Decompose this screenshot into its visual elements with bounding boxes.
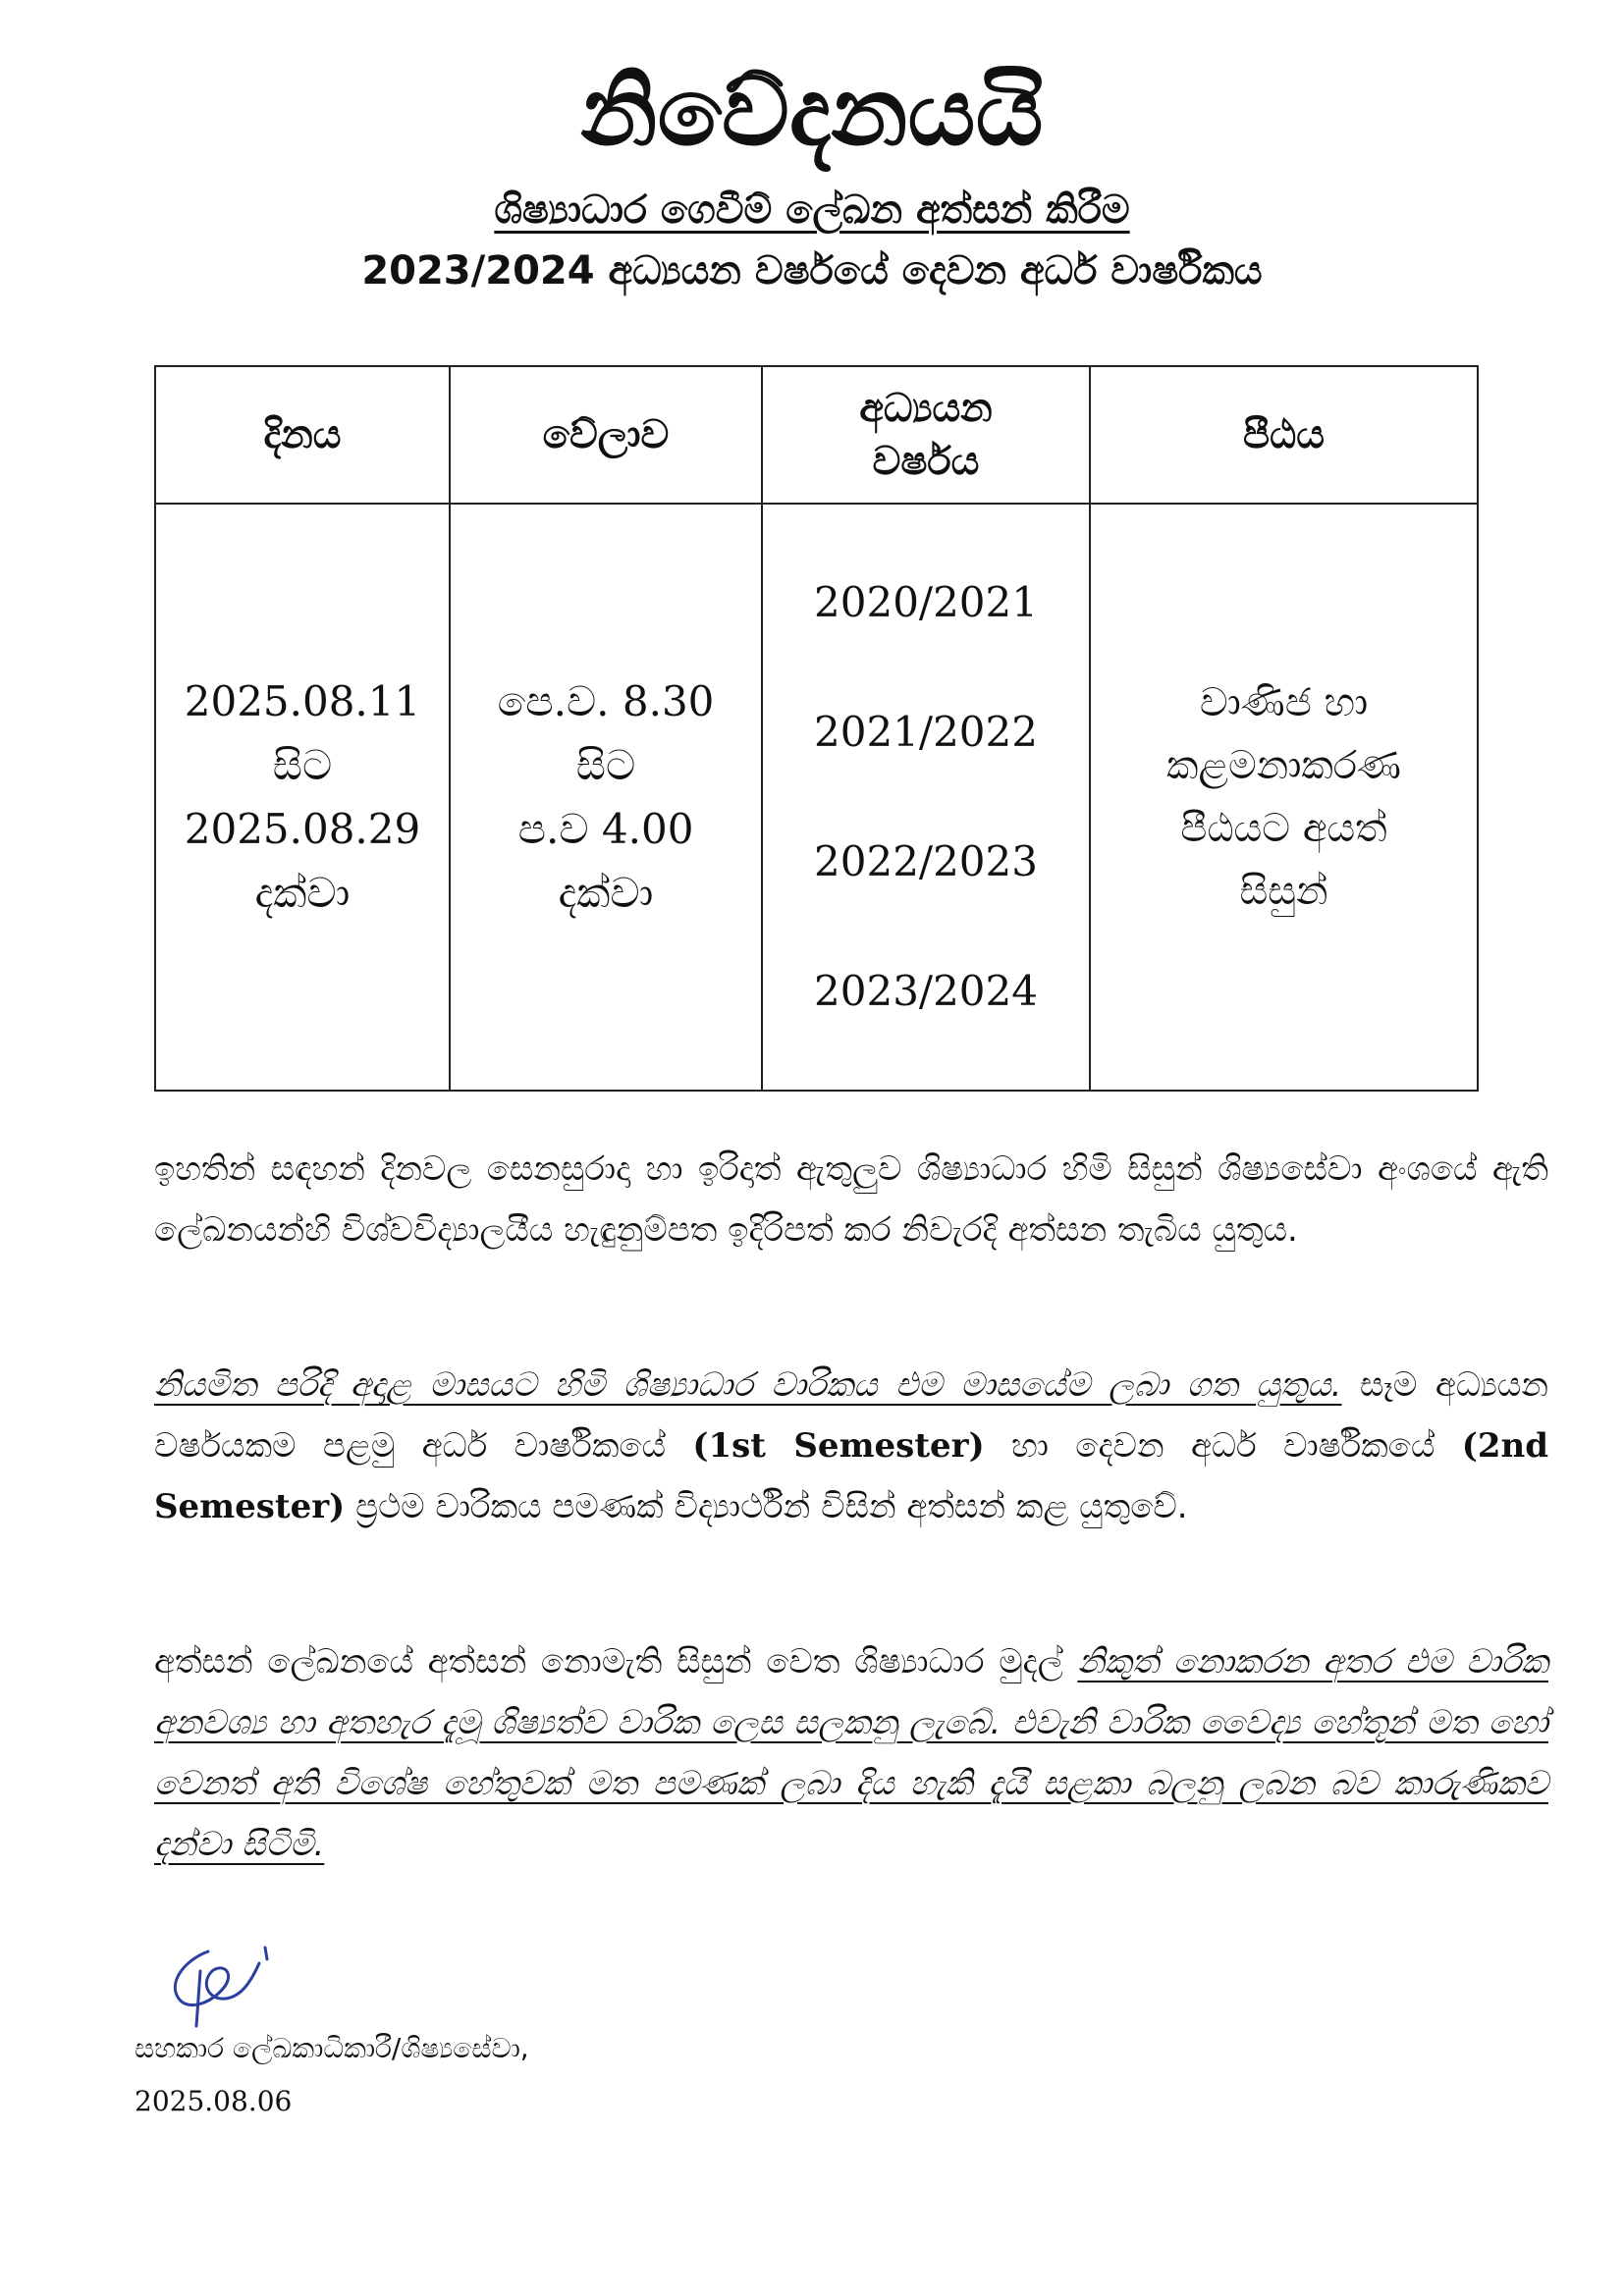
first-semester-label: (1st Semester) — [692, 1426, 985, 1466]
header-faculty: පීඨය — [1090, 366, 1478, 504]
paragraph-monthly-collection-part-b: හා දෙවන අර්ධ වාර්ෂිකයේ — [984, 1426, 1462, 1466]
paragraph-monthly-collection-emphasis: නියමිත පරිදි අදාළ මාසයට හිමි ශිෂ්‍යාධාර වාරිකය එම මාසයේම ලබා ගත යුතුය. — [154, 1365, 1342, 1405]
paragraph-unsigned-warning-emphasis: නිකුත් නොකරන අතර එම වාරික අනවශ්‍ය හා අතහැර දැමූ ශිෂ්‍යත්ව වාරික ලෙස සලකනු ලැබේ. එවැනි වාරික වෛද්‍ය හේතූන් මත හෝ වෙනත් අති විශේෂ හේතුවක් මත පමණක් ලබා දිය හැකි දැයි සළකා බලනු ලබන බව කාරුණිකව දන්වා සිටිමි. — [154, 1642, 1548, 1864]
header-academic-year — [762, 366, 1090, 504]
faculty-line: කළමනාකරණ — [1166, 743, 1401, 788]
time-from-sita: සිට — [575, 740, 636, 789]
date-to-dakwa: දක්වා — [254, 869, 351, 918]
notice-title: නිවේදනයයි — [580, 57, 1044, 167]
academic-year-item: 2021/2022 — [814, 708, 1038, 756]
time-from: පෙ.ව. 8.30 — [497, 676, 715, 725]
date-from-sita: සිට — [272, 740, 333, 789]
faculty-line: පීඨයට අයත් — [1180, 806, 1387, 851]
paragraph-signing-instructions: ඉහතින් සඳහන් දිනවල සෙනසුරාදා හා ඉරිදාත් ඇතුලුව ශිෂ්‍යාධාර හිමි සිසුන් ශිෂ්‍යසේවා අංශයේ ඇති ලේඛනයන්හි විශ්වවිද්‍යාලයීය හැඳුනුම්පත ඉදිරිපත් කර නිවැරදි අත්සන තැබිය යුතුය. — [154, 1149, 1548, 1250]
header-time: වේලාව — [450, 366, 762, 504]
time-to-dakwa: දක්වා — [558, 869, 654, 918]
notice-subtitle-semester: 2023/2024 අධ්‍යයන වර්ෂයේ දෙවන අර්ධ වාර්ෂිකය — [361, 248, 1263, 294]
paragraph-monthly-collection-part-c: ප්‍රථම වාරිකය පමණක් විද්‍යාර්ථින් විසින් අත්සන් කළ යුතුවේ. — [345, 1487, 1188, 1526]
signatory-designation: සහකාර ලේඛකාධිකාරී/ශිෂ්‍යසේවා, — [135, 2032, 529, 2064]
second-semester-label: (2nd Semester) — [154, 1426, 1548, 1526]
paragraph-monthly-collection — [154, 1355, 1548, 1537]
notice-subtitle-text: ශිෂ්‍යාධාර ගෙවීම් ලේඛන අත්සන් කිරීම — [494, 187, 1130, 233]
paragraph-unsigned-warning-part-a: අත්සන් ලේඛනයේ අත්සන් නොමැති සිසුන් වෙත ශිෂ්‍යාධාර මුදල් — [154, 1642, 1078, 1682]
time-to: ප.ව 4.00 — [517, 805, 694, 853]
header-date: දිනය — [155, 366, 450, 504]
schedule-header-row — [155, 366, 1478, 504]
paragraph-monthly-collection-part-a: සෑම අධ්‍යයන වර්ෂයකම පළමු අර්ධ වාර්ෂිකයේ — [154, 1365, 1548, 1466]
cell-date — [155, 504, 450, 1091]
cell-academic-years — [762, 504, 1090, 1091]
paragraph-unsigned-warning — [154, 1631, 1548, 1875]
academic-year-item: 2022/2023 — [814, 837, 1038, 885]
faculty-line: සිසුන් — [1239, 869, 1328, 914]
signature-icon — [157, 1942, 275, 2030]
academic-year-item: 2023/2024 — [814, 967, 1038, 1015]
schedule-row — [155, 504, 1478, 1091]
date-from: 2025.08.11 — [184, 676, 421, 725]
date-to: 2025.08.29 — [184, 805, 421, 853]
header-academic-year-text: අධ්‍යයන වර්ෂය — [859, 386, 993, 484]
cell-faculty — [1090, 504, 1478, 1091]
signature-date: 2025.08.06 — [135, 2085, 293, 2117]
academic-year-item: 2020/2021 — [814, 578, 1038, 626]
faculty-line: වාණිජ හා — [1199, 680, 1369, 725]
notice-subtitle — [0, 187, 1624, 234]
cell-time — [450, 504, 762, 1091]
schedule-table — [154, 365, 1479, 1092]
